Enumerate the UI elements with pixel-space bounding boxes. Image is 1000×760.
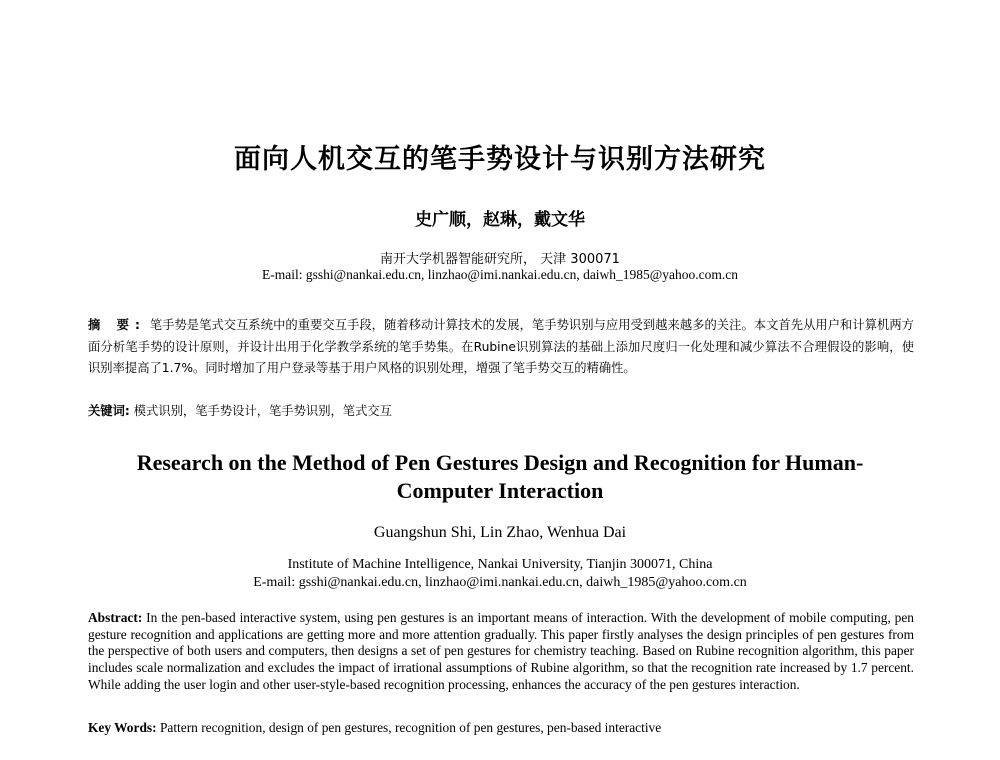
english-authors: Guangshun Shi, Lin Zhao, Wenhua Dai: [373, 524, 627, 541]
english-keywords-text: Pattern recognition, design of pen gestures, recognition of pen gestures, pen-based interactive: [159, 720, 662, 735]
chinese-authors: 史广顺，赵琳，戴文华: [415, 210, 585, 230]
english-keywords-label: Key Words:: [88, 720, 157, 735]
english-email: E-mail: gsshi@nankai.edu.cn, linzhao@imi.nankai.edu.cn, daiwh_1985@yahoo.com.cn: [253, 575, 747, 590]
chinese-title: 面向人机交互的笔手势设计与识别方法研究: [234, 144, 766, 175]
chinese-keywords: [88, 401, 914, 422]
chinese-affiliation: 南开大学机器智能研究所， 天津 300071: [380, 252, 620, 267]
english-abstract-label: Abstract:: [88, 610, 143, 625]
chinese-email: E-mail: gsshi@nankai.edu.cn, linzhao@imi.nankai.edu.cn, daiwh_1985@yahoo.com.cn: [262, 267, 738, 282]
english-keywords: [88, 719, 914, 737]
chinese-keywords-text: 模式识别，笔手势设计，笔手势识别，笔式交互: [133, 404, 392, 418]
chinese-abstract: [88, 315, 914, 380]
english-title: Research on the Method of Pen Gestures Design and Recognition for Human-Computer Interaction: [136, 450, 864, 503]
chinese-abstract-text: 笔手势是笔式交互系统中的重要交互手段，随着移动计算技术的发展，笔手势识别与应用受到越来越多的关注。本文首先从用户和计算机两方面分析笔手势的设计原则，并设计出用于化学教学系统的笔手势集。在Rubine识别算法的基础上添加尺度归一化处理和减少算法不合理假设的影响，使识别率提高了1.7%。同时增加了用户登录等基于用户风格的识别处理，增强了笔手势交互的精确性。: [88, 318, 914, 375]
chinese-keywords-label: 关键词:: [88, 404, 130, 418]
english-affiliation: Institute of Machine Intelligence, Nankai University, Tianjin 300071, China: [287, 557, 713, 572]
chinese-abstract-label: 摘 要:: [88, 318, 146, 332]
english-abstract: [88, 610, 914, 694]
english-abstract-text: In the pen-based interactive system, using pen gestures is an important means of interaction. With the development of mobile computing, pen gesture recognition and applications are getting more and more attention gradually. This paper firstly analyses the design principles of pen gestures from the perspective of both users and computers, then designs a set of pen gestures for chemistry teaching. Based on Rubine recognition algorithm, this paper includes scale normalization and excludes the impact of irrational assumptions of Rubine algorithm, so that the recognition rate increased by 1.7 percent. While adding the user login and other user-style-based recognition processing, enhances the accuracy of the pen gestures interaction.: [88, 610, 914, 692]
